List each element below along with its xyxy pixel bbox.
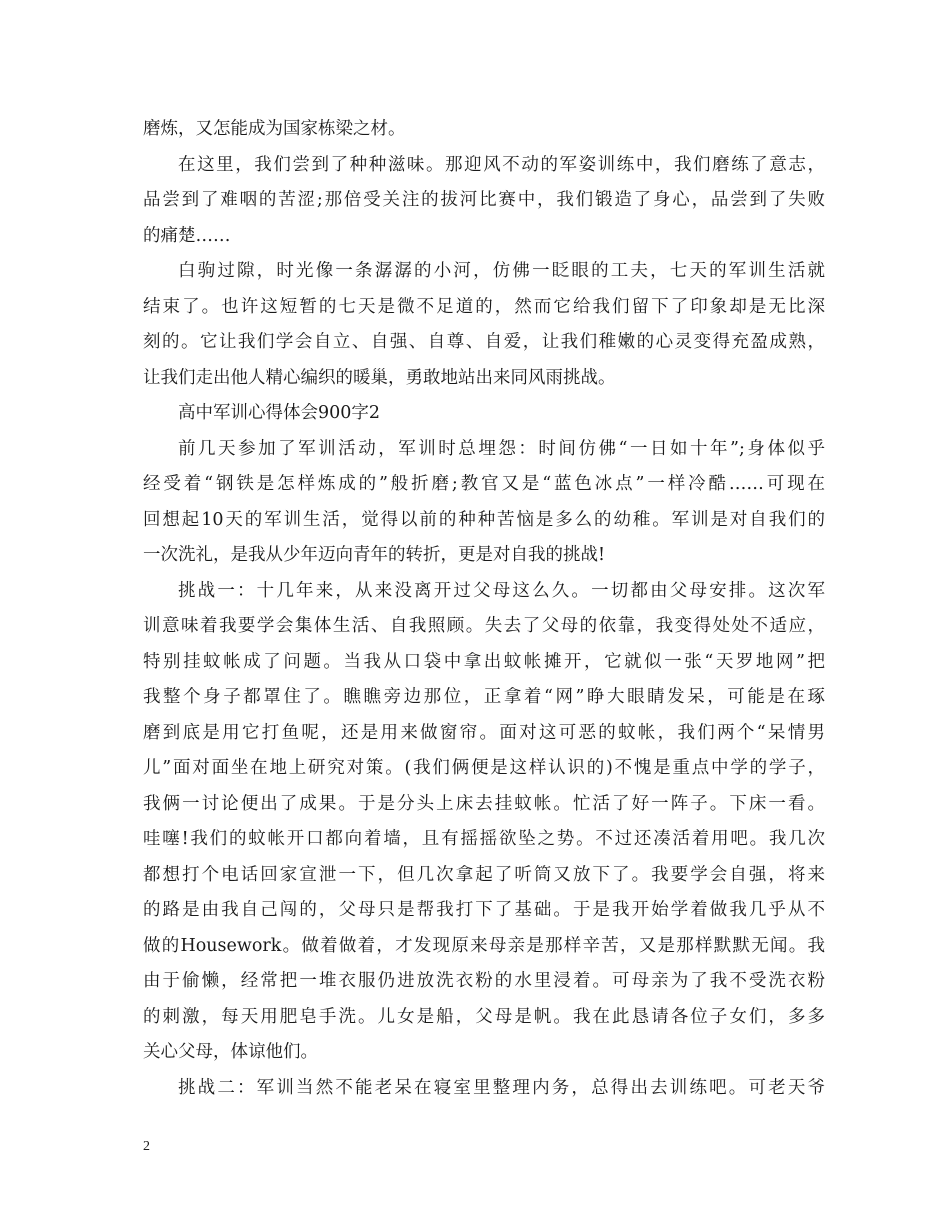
text-line: 磨到底是用它打鱼呢，还是用来做窗帘。面对这可恶的蚊帐，我们两个“呆情男: [143, 722, 825, 743]
text-line: 的刺激，每天用肥皂手洗。儿女是船，父母是帆。我在此恳请各位子女们，多多: [143, 1006, 825, 1027]
text-line: 一次洗礼，是我从少年迈向青年的转折，更是对自我的挑战!: [143, 545, 606, 565]
text-line: 由于偷懒，经常把一堆衣服仍进放洗衣粉的水里浸着。可母亲为了我不受洗衣粉: [143, 971, 825, 991]
text-line: 挑战二：军训当然不能老呆在寝室里整理内务，总得出去训练吧。可老天爷: [178, 1077, 825, 1098]
document-body: [143, 112, 825, 1106]
text-line: 让我们走出他人精心编织的暖巢，勇敢地站出来同风雨挑战。: [143, 367, 616, 388]
text-line: 磨炼，又怎能成为国家栋梁之材。: [143, 119, 406, 139]
text-line: 的路是由我自己闯的，父母只是帮我打下了基础。于是我开始学着做我几乎从不: [143, 900, 825, 920]
text-line: 结束了。也许这短暂的七天是微不足道的，然而它给我们留下了印象却是无比深: [143, 296, 825, 317]
text-line: 前几天参加了军训活动，军训时总埋怨：时间仿佛“一日如十年”;身体似乎: [178, 438, 825, 459]
text-line: 做的Housework。做着做着，才发现原来母亲是那样辛苦，又是那样默默无闻。我: [143, 935, 825, 956]
text-line: 我俩一讨论便出了成果。于是分头上床去挂蚊帐。忙活了好一阵子。下床一看。: [143, 793, 825, 814]
text-line: 特别挂蚊帐成了问题。当我从口袋中拿出蚊帐摊开，它就似一张“天罗地网”把: [143, 651, 825, 672]
text-line: 的痛楚……: [143, 225, 231, 246]
text-line: 回想起10天的军训生活，觉得以前的种种苦恼是多么的幼稚。军训是对自我们的: [143, 509, 825, 530]
text-line: 白驹过隙，时光像一条潺潺的小河，仿佛一眨眼的工夫，七天的军训生活就: [178, 261, 825, 281]
text-line: 品尝到了难咽的苦涩;那倍受关注的拔河比赛中，我们锻造了身心，品尝到了失败: [143, 190, 825, 210]
text-line: 我整个身子都罩住了。瞧瞧旁边那位，正拿着“网”睁大眼睛发呆，可能是在琢: [143, 687, 825, 707]
text-line: 儿”面对面坐在地上研究对策。(我们俩便是这样认识的)不愧是重点中学的学子，: [143, 758, 825, 778]
text-line: 在这里，我们尝到了种种滋味。那迎风不动的军姿训练中，我们磨练了意志，: [178, 154, 825, 175]
text-line: 关心父母，体谅他们。: [143, 1042, 318, 1062]
text-line: 刻的。它让我们学会自立、自强、自尊、自爱，让我们稚嫩的心灵变得充盈成熟，: [143, 332, 825, 352]
text-line: 哇噻!我们的蚊帐开口都向着墙，且有摇摇欲坠之势。不过还凑活着用吧。我几次: [143, 829, 825, 849]
text-line: 都想打个电话回家宣泄一下，但几次拿起了听筒又放下了。我要学会自强，将来: [143, 864, 825, 885]
text-line: 经受着“钢铁是怎样炼成的”般折磨;教官又是“蓝色冰点”一样冷酷……可现在: [143, 474, 825, 494]
text-line: 高中军训心得体会900字2: [178, 403, 381, 423]
page-number: 2: [143, 1139, 150, 1154]
text-line: 训意味着我要学会集体生活、自我照顾。失去了父母的依靠，我变得处处不适应，: [143, 616, 825, 636]
text-line: 挑战一：十几年来，从来没离开过父母这么久。一切都由父母安排。这次军: [178, 580, 825, 601]
